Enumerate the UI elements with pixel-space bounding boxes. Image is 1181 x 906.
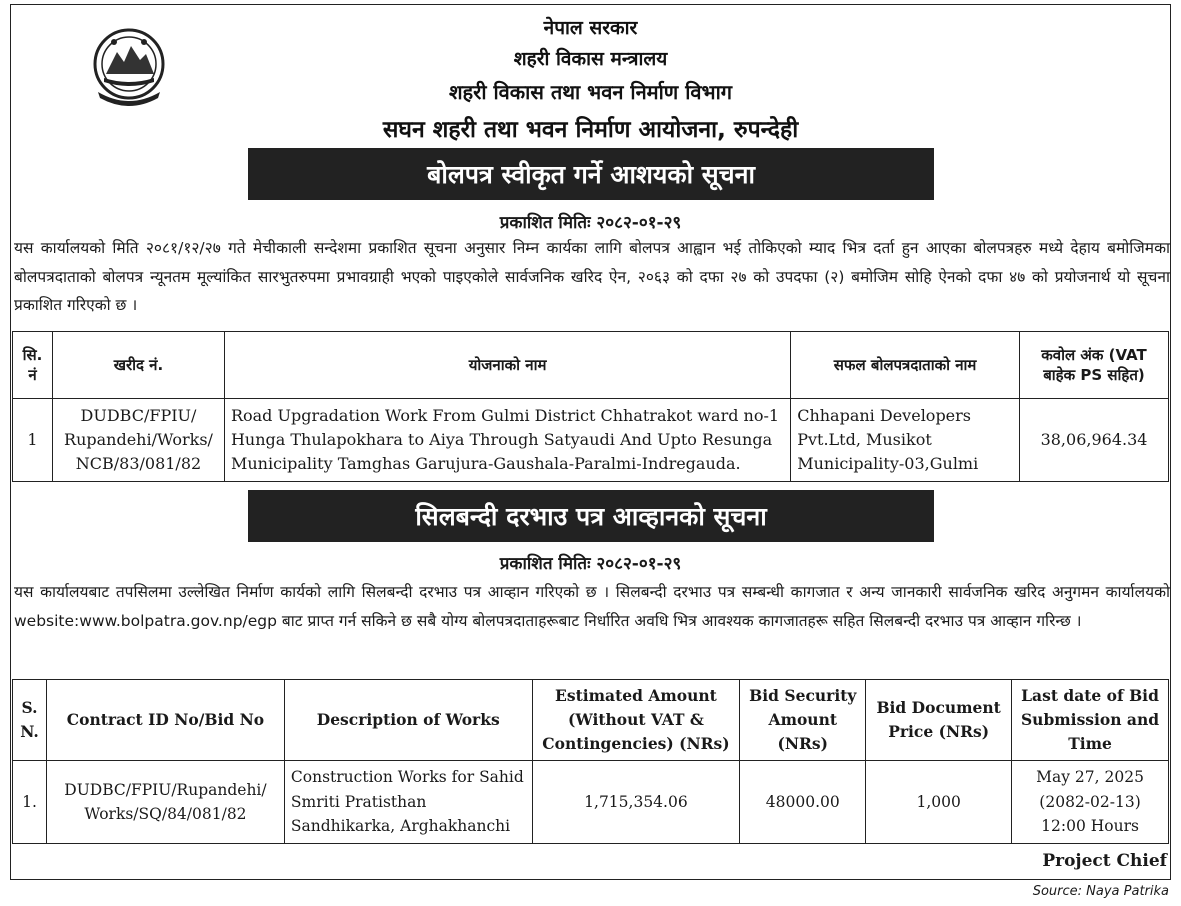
cell-bid-amount: 38,06,964.34: [1020, 399, 1169, 482]
column-header: Description of Works: [284, 680, 532, 761]
cell-contract-id: DUDBC/FPIU/Rupandehi/ Works/SQ/84/081/82: [46, 761, 284, 844]
header-department: शहरी विकास तथा भवन निर्माण विभाग: [448, 80, 733, 104]
source-credit: Source: Naya Patrika: [1032, 884, 1169, 899]
column-header: सफल बोलपत्रदाताको नाम: [791, 332, 1020, 399]
cell-bid-security: 48000.00: [740, 761, 866, 844]
cell-bidder-name: Chhapani Developers Pvt.Ltd, Musikot Municipality-03,Gulmi: [791, 399, 1020, 482]
table-header-row: [13, 332, 1169, 399]
column-header: योजनाको नाम: [224, 332, 790, 399]
column-header: S. N.: [13, 680, 47, 761]
column-header: खरीद नं.: [52, 332, 224, 399]
last-date-date: May 27, 2025: [1036, 768, 1144, 787]
column-header: Last date of Bid Submission and Time: [1012, 680, 1169, 761]
notice1-title: बोलपत्र स्वीकृत गर्ने आशयको सूचना: [248, 148, 934, 200]
column-header: Contract ID No/Bid No: [46, 680, 284, 761]
column-header: सि. नं: [13, 332, 53, 399]
header-government: नेपाल सरकार: [543, 17, 638, 39]
cell-project-name: Road Upgradation Work From Gulmi District Chhatrakot ward no-1 Hunga Thulapokhara to Aiya Through Satyaudi And Upto Resunga Municipality Tamghas Garujura-Gaushala-Paralmi-Indregauda.: [224, 399, 790, 482]
column-header: Estimated Amount (Without VAT & Contingencies) (NRs): [532, 680, 740, 761]
cell-sn: 1.: [13, 761, 47, 844]
last-date-time: 12:00 Hours: [1041, 817, 1139, 836]
table-row: [13, 399, 1169, 482]
header-ministry: शहरी विकास मन्त्रालय: [513, 48, 668, 70]
header-project: सघन शहरी तथा भवन निर्माण आयोजना, रुपन्देही: [382, 117, 799, 143]
notice1-body: यस कार्यालयको मिति २०८१/१२/२७ गते मेचीकाली सन्देशमा प्रकाशित सूचना अनुसार निम्न कार्यका लागि बोलपत्र आह्वान भई तोकिएको म्याद भित्र दर्ता हुन आएका बोलपत्रहरु मध्ये देहाय बमोजिमका बोलपत्रदाताको बोलपत्र न्यूनतम मूल्यांकित सारभुतरुपमा प्रभावग्राही भएको पाइएकोले सार्वजनिक खरिद ऐन, २०६३ को दफा २७ को उपदफा (२) बमोजिम सोहि ऐनको दफा ४७ को प्रयोजनार्थ यो सूचना प्रकाशित गरिएको छ ।: [14, 239, 1170, 314]
notice1-published-date: प्रकाशित मितिः २०८२-०१-२९: [499, 213, 682, 233]
notice2-title: सिलबन्दी दरभाउ पत्र आव्हानको सूचना: [248, 490, 934, 542]
cell-estimated-amount: 1,715,354.06: [532, 761, 740, 844]
cell-sn: 1: [13, 399, 53, 482]
notice2-body: यस कार्यालयबाट तपसिलमा उल्लेखित निर्माण कार्यको लागि सिलबन्दी दरभाउ पत्र आव्हान गरिएको छ । सिलबन्दी दरभाउ पत्र सम्बन्धी कागजात र अन्य जानकारी सार्वजनिक खरिद अनुगमन कार्यालयको website:www.bolpatra.gov.np/egp बाट प्राप्त गर्न सकिने छ सबै योग्य बोलपत्रदाताहरूबाट निर्धारित अवधि भित्र आवश्यक कागजातहरू सहित सिलबन्दी दरभाउ पत्र आव्हान गरिन्छ ।: [14, 583, 1170, 630]
cell-procurement-no: DUDBC/FPIU/ Rupandehi/Works/ NCB/83/081/82: [52, 399, 224, 482]
table-header-row: [13, 680, 1169, 761]
cell-description: Construction Works for Sahid Smriti Pratisthan Sandhikarka, Arghakhanchi: [284, 761, 532, 844]
notice1-table: [12, 331, 1169, 482]
signature-project-chief: Project Chief: [1042, 851, 1167, 871]
cell-last-date: [1012, 761, 1169, 844]
notice2-table: [12, 679, 1169, 844]
column-header: Bid Security Amount (NRs): [740, 680, 866, 761]
table-row: [13, 761, 1169, 844]
last-date-nepali-date: (2082-02-13): [1039, 792, 1141, 811]
column-header: Bid Document Price (NRs): [866, 680, 1012, 761]
notice2-published-date: प्रकाशित मितिः २०८२-०१-२९: [499, 554, 682, 574]
cell-document-price: 1,000: [866, 761, 1012, 844]
column-header: कवोल अंक (VAT बाहेक PS सहित): [1020, 332, 1169, 399]
